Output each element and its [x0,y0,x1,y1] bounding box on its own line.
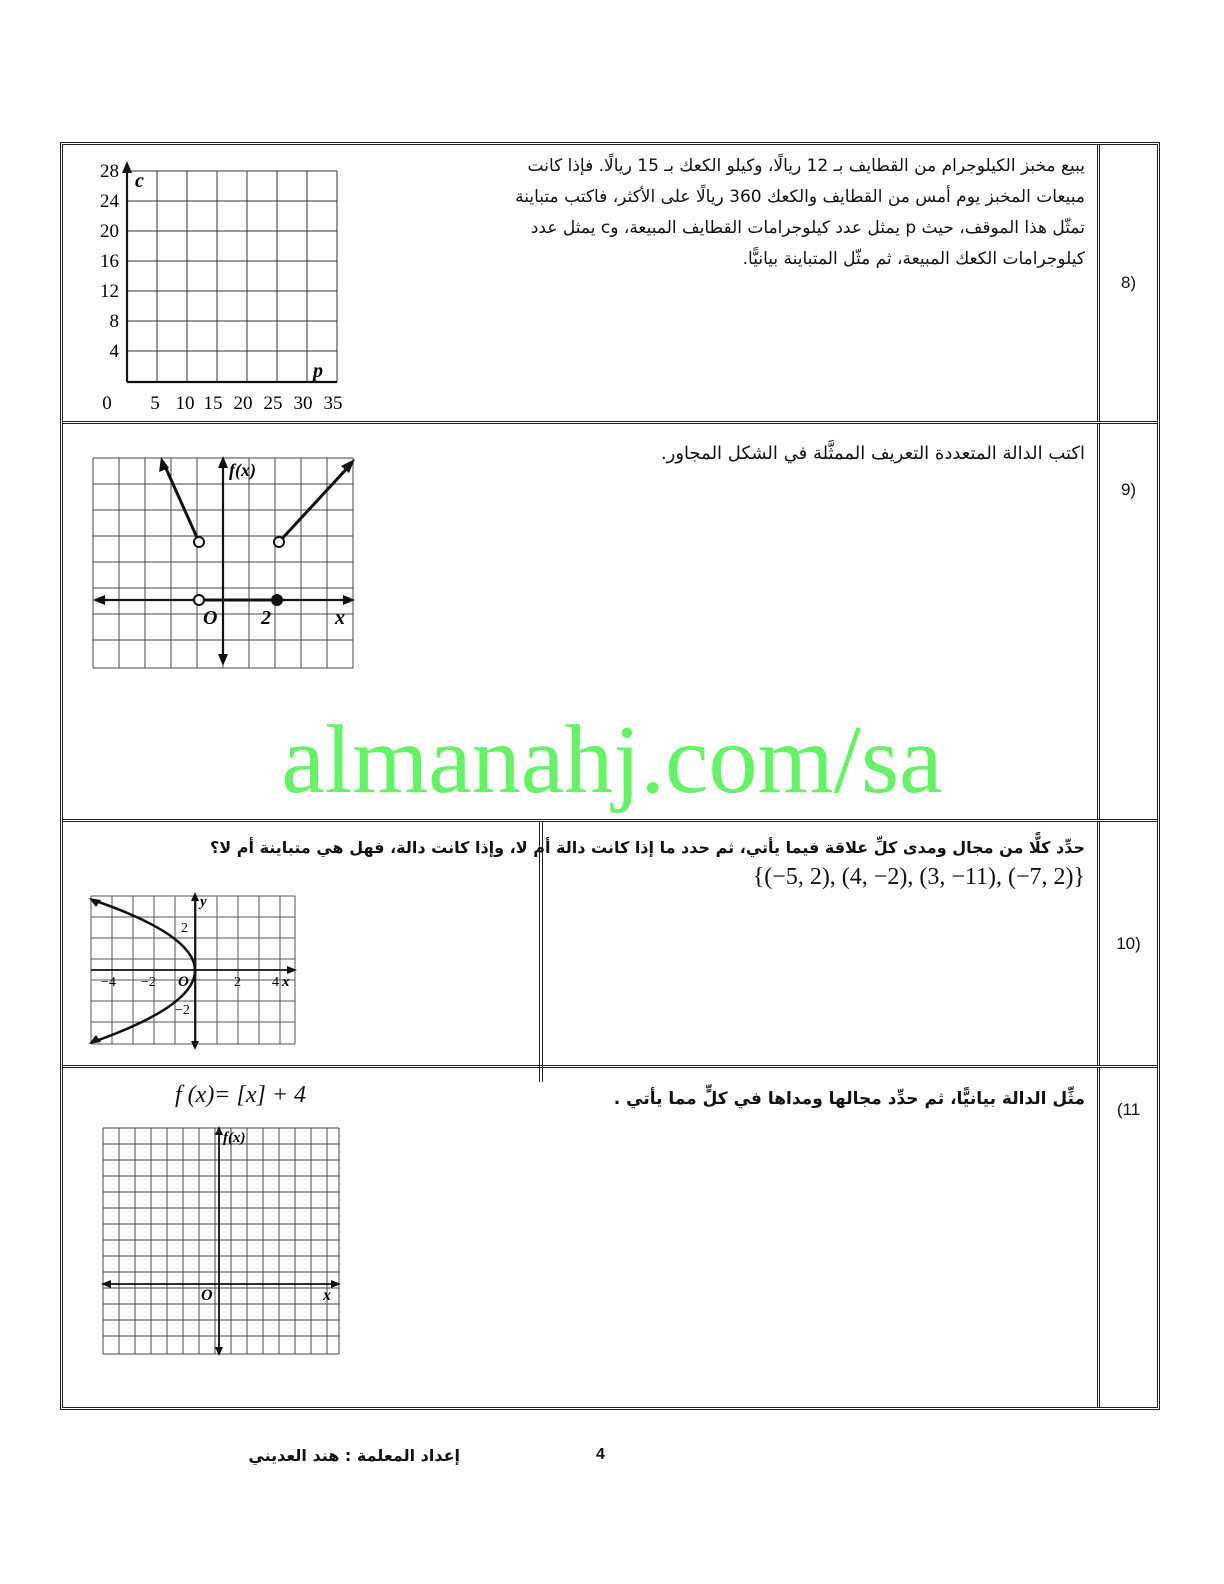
c-axis-label: c [135,170,144,192]
x-tick: 2 [261,607,271,629]
text-line: كيلوجرامات الكعك المبيعة، ثم مثّل المتباينة بيانيًّا. [742,249,1085,269]
y-tick: 24 [100,191,119,212]
question-number: 8) [1097,145,1157,421]
x-tick: 5 [150,393,160,414]
function-expression: f (x)= [x] + 4 [175,1082,307,1108]
origin-label: O [178,974,189,990]
question-11-text: مثِّل الدالة بيانيًّا، ثم حدِّد مجالها ومداها في كلٍّ مما يأتي . [613,1089,1085,1109]
relation-set: {(−5, 2), (4, −2), (3, −11), (−7, 2)} [752,864,1085,890]
y-tick: 28 [100,161,119,182]
question-number: (11 [1097,1068,1157,1407]
x-tick: −4 [101,975,116,990]
y-tick: 8 [109,311,119,332]
x-tick: 10 [175,393,195,414]
question-8-graph [85,149,365,419]
question-number: 9) [1097,424,1157,819]
y-tick: 16 [100,251,119,272]
y-tick: 12 [100,281,119,302]
question-9-text: اكتب الدالة المتعددة التعريف الممثَّلة في الشكل المجاور. [660,443,1085,464]
question-9-graph [89,454,361,674]
text-line: تمثّل هذا الموقف، حيث p يمثل عدد كيلوجرامات القطايف المبيعة، وc يمثل عدد [530,218,1085,238]
x-tick: 0 [102,393,112,414]
x-axis-label: x [282,974,290,990]
y-tick: −2 [175,1003,190,1018]
y-tick: 20 [100,221,119,242]
question-11-graph [99,1124,343,1360]
origin-label: O [203,607,218,629]
footer-author: إعداد المعلمة : هند العديني [248,1446,460,1465]
y-tick: 2 [181,921,188,936]
question-10-row [63,822,1157,1068]
x-tick: 4 [272,975,279,990]
origin-label: O [201,1287,213,1304]
question-10-graph [85,892,301,1052]
x-tick: 20 [233,393,253,414]
x-axis-label: x [323,1287,331,1304]
y-tick: 4 [109,341,119,362]
x-tick: 30 [293,393,313,414]
watermark: almanahj.com/sa [281,706,943,814]
fx-axis-label: f(x) [229,460,256,480]
question-number: 10) [1097,822,1157,1065]
question-8-text [405,151,1085,275]
x-tick: 25 [263,393,283,414]
question-11-row [63,1068,1157,1407]
x-tick: 15 [203,393,223,414]
x-axis-label: x [335,607,345,629]
question-10-text: حدِّد كلًّا من مجال ومدى كلِّ علاقة فيما يأتي، ثم حدد ما إذا كانت دالة أم لا، وإذا كانت دالة، فهل هي متباينة أم لا؟ [210,838,1085,857]
y-axis-label: y [200,894,207,910]
x-tick: 35 [323,393,343,414]
fx-axis-label: f(x) [223,1130,246,1146]
page-number: 4 [596,1446,605,1463]
x-tick: −2 [141,975,156,990]
question-8-row [63,145,1157,424]
x-tick: 2 [234,975,241,990]
p-axis-label: p [313,360,323,382]
text-line: يبيع مخبز الكيلوجرام من القطايف بـ 12 ريالًا، وكيلو الكعك بـ 15 ريالًا. فإذا كانت [527,156,1085,176]
text-line: مبيعات المخبز يوم أمس من القطايف والكعك 360 ريالًا على الأكثر، فاكتب متباينة [515,187,1085,207]
